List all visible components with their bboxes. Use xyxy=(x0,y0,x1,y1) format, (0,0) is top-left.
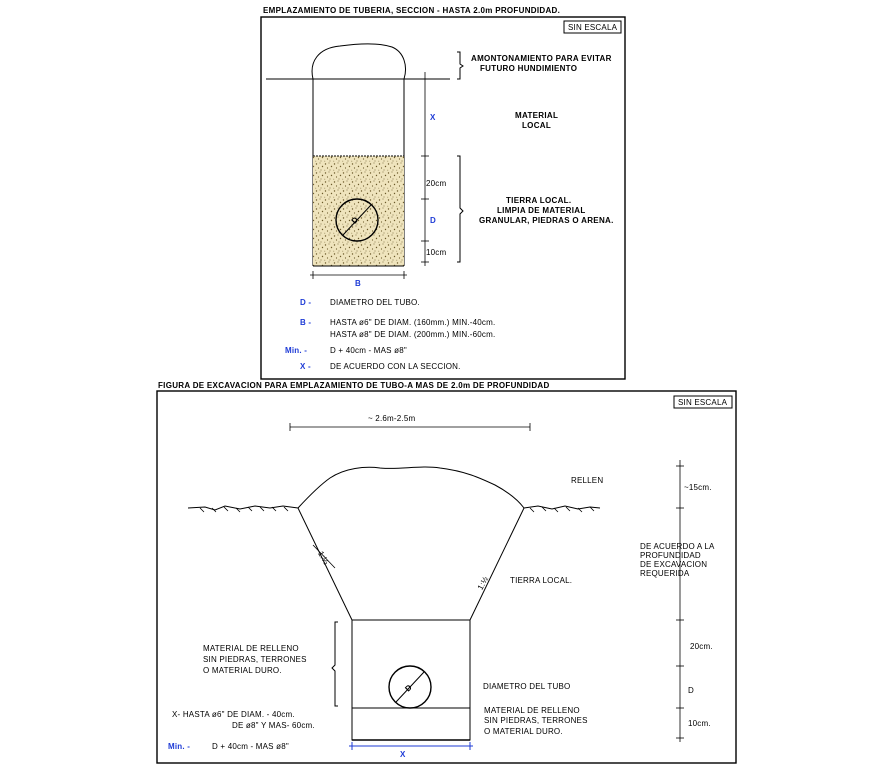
top-20cm-label: 20cm xyxy=(426,179,447,188)
bottom-ground-left xyxy=(188,506,298,510)
bottom-scale-tag: SIN ESCALA xyxy=(678,398,728,407)
top-legend-b-text-2: HASTA ø8" DE DIAM. (200mm.) MIN.-60cm. xyxy=(330,330,496,339)
bottom-15cm-label: ~15cm. xyxy=(684,483,712,492)
top-backfill xyxy=(313,156,404,266)
top-label-material-1: MATERIAL xyxy=(515,111,559,120)
bottom-bedding-fill xyxy=(352,708,470,740)
bottom-section-panel xyxy=(157,381,736,763)
top-x-label: X xyxy=(430,113,436,122)
bottom-left-brace xyxy=(332,622,338,706)
bottom-acuerdo-3: DE EXCAVACION xyxy=(640,560,708,569)
bottom-10cm-label: 10cm. xyxy=(688,719,711,728)
top-legend-x-text: DE ACUERDO CON LA SECCION. xyxy=(330,362,461,371)
top-label-tierra-1: TIERRA LOCAL. xyxy=(506,196,572,205)
top-legend-x-key: X - xyxy=(300,362,311,371)
bottom-relleno-left-2: SIN PIEDRAS, TERRONES xyxy=(203,655,307,664)
top-legend-min-text: D + 40cm - MAS ø8" xyxy=(330,346,407,355)
bottom-ground-right xyxy=(524,506,600,509)
bottom-pipe-label: D xyxy=(403,682,415,694)
bottom-title: FIGURA DE EXCAVACION PARA EMPLAZAMIENTO DE TUBO-A MAS DE 2.0m DE PROFUNDIDAD xyxy=(158,381,550,390)
top-mound xyxy=(312,44,405,79)
top-label-material-2: LOCAL xyxy=(522,121,552,130)
top-brace-backfill xyxy=(457,156,463,262)
bottom-relleno-right-3: O MATERIAL DURO. xyxy=(484,727,563,736)
bottom-d-label: D xyxy=(688,686,694,695)
bottom-gravel-fill xyxy=(352,620,470,708)
top-b-label: B xyxy=(355,279,362,288)
top-10cm-label: 10cm xyxy=(426,248,447,257)
bottom-slope-right-label: 1:½ xyxy=(475,574,491,592)
top-label-tierra-2: LIMPIA DE MATERIAL xyxy=(497,206,586,215)
top-brace-mound xyxy=(457,52,463,79)
top-label-amontonamiento-1: AMONTONAMIENTO PARA EVITAR xyxy=(471,54,612,63)
top-pipe-label: D xyxy=(349,214,361,226)
top-label-amontonamiento-2: FUTURO HUNDIMIENTO xyxy=(480,64,578,73)
bottom-acuerdo-4: REQUERIDA xyxy=(640,569,690,578)
bottom-relleno-left-1: MATERIAL DE RELLENO xyxy=(203,644,299,653)
bottom-slope-left-label: 1:½ xyxy=(316,549,331,567)
top-legend-d-text: DIAMETRO DEL TUBO. xyxy=(330,298,420,307)
bottom-right-slope xyxy=(470,508,524,620)
bottom-relleno-left-3: O MATERIAL DURO. xyxy=(203,666,282,675)
top-scale-tag: SIN ESCALA xyxy=(568,23,618,32)
bottom-x-label: X xyxy=(400,750,406,759)
bottom-min-key: Min. - xyxy=(168,742,191,751)
top-legend-d-key: D - xyxy=(300,298,312,307)
top-section-panel xyxy=(261,6,625,379)
top-legend-b-key: B - xyxy=(300,318,312,327)
bottom-x-note-1: X- HASTA ø6" DE DIAM. - 40cm. xyxy=(172,710,295,719)
top-title: EMPLAZAMIENTO DE TUBERIA, SECCION - HASTA 2.0m PROFUNDIDAD. xyxy=(263,6,561,15)
top-label-tierra-3: GRANULAR, PIEDRAS O ARENA. xyxy=(479,216,614,225)
bottom-acuerdo-1: DE ACUERDO A LA xyxy=(640,542,715,551)
top-legend-b-text-1: HASTA ø6" DE DIAM. (160mm.) MIN.-40cm. xyxy=(330,318,496,327)
bottom-tierra-label: TIERRA LOCAL. xyxy=(510,576,573,585)
top-legend-min-key: Min. - xyxy=(285,346,308,355)
bottom-acuerdo-2: PROFUNDIDAD xyxy=(640,551,701,560)
bottom-x-note-2: DE ø8" Y MAS- 60cm. xyxy=(232,721,315,730)
bottom-20cm-label: 20cm. xyxy=(690,642,713,651)
bottom-diametro-label: DIAMETRO DEL TUBO xyxy=(483,682,571,691)
bottom-min-text: D + 40cm - MAS ø8" xyxy=(212,742,289,751)
bottom-mound xyxy=(298,467,524,508)
bottom-relleno-right-1: MATERIAL DE RELLENO xyxy=(484,706,580,715)
top-d-label: D xyxy=(430,216,437,225)
bottom-rellen-label: RELLEN xyxy=(571,476,604,485)
bottom-width-label: ~ 2.6m-2.5m xyxy=(368,414,416,423)
bottom-relleno-right-2: SIN PIEDRAS, TERRONES xyxy=(484,716,588,725)
